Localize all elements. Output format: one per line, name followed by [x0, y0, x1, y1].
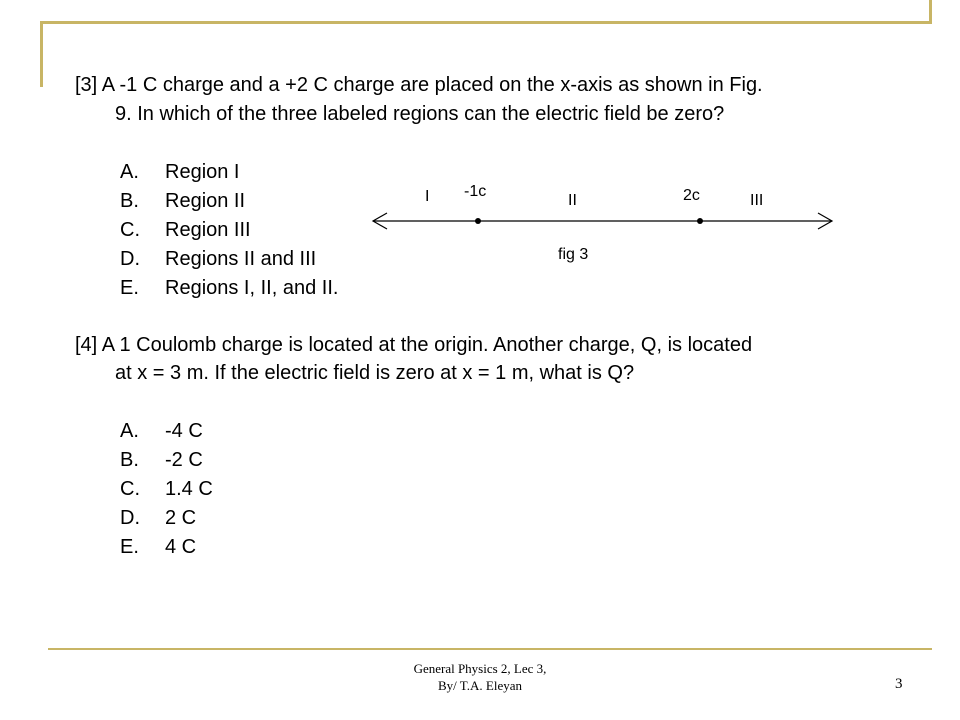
- option-text: Regions II and III: [165, 248, 317, 270]
- option-letter: D.: [120, 507, 140, 529]
- q4-option-d: [120, 505, 196, 531]
- option-text: Region III: [165, 219, 251, 241]
- fig-3-diagram: [365, 178, 845, 273]
- q4-option-c: [120, 476, 213, 502]
- page-number: 3: [895, 676, 903, 692]
- q3-option-b: [120, 188, 245, 214]
- region-2-label: II: [568, 192, 577, 209]
- q3-text-line1: [3] A -1 C charge and a +2 C charge are placed on the x-axis as shown in Fig.: [75, 74, 763, 96]
- q4-option-a: [120, 418, 203, 444]
- option-letter: B.: [120, 190, 139, 212]
- q4-text-line2: at x = 3 m. If the electric field is zero at x = 1 m, what is Q?: [115, 362, 635, 384]
- region-3-label: III: [750, 192, 764, 209]
- option-text: Region II: [165, 190, 246, 212]
- option-letter: A.: [120, 161, 139, 183]
- option-text: Region I: [165, 161, 240, 183]
- q3-text-line2: 9. In which of the three labeled regions can the electric field be zero?: [115, 103, 725, 125]
- number-line-svg: [365, 178, 845, 273]
- option-text: 2 C: [165, 507, 197, 529]
- q4-option-e: [120, 534, 196, 560]
- footer-line-1: General Physics 2, Lec 3,: [413, 661, 547, 676]
- option-letter: D.: [120, 248, 140, 270]
- option-text: 1.4 C: [165, 478, 213, 500]
- option-letter: A.: [120, 420, 139, 442]
- option-text: Regions I, II, and II.: [165, 277, 339, 299]
- q3-option-e: [120, 275, 338, 301]
- option-text: 4 C: [165, 536, 197, 558]
- footer-divider: [48, 648, 932, 650]
- q4-option-b: [120, 447, 203, 473]
- frame-right-border: [929, 0, 932, 24]
- option-text: -2 C: [165, 449, 203, 471]
- option-letter: C.: [120, 478, 140, 500]
- q3-option-d: [120, 246, 316, 272]
- charge-1-dot: [475, 218, 481, 224]
- option-letter: C.: [120, 219, 140, 241]
- charge-2-dot: [697, 218, 703, 224]
- footer-line-2: By/ T.A. Eleyan: [437, 678, 522, 693]
- option-letter: E.: [120, 536, 139, 558]
- figure-caption: fig 3: [558, 246, 589, 263]
- q3-option-c: [120, 217, 251, 243]
- q4-text-line1: [4] A 1 Coulomb charge is located at the origin. Another charge, Q, is located: [75, 334, 753, 356]
- q3-option-a: [120, 159, 240, 185]
- charge-1-label: -1c: [464, 183, 487, 200]
- frame-top-border: [40, 21, 932, 24]
- option-text: -4 C: [165, 420, 203, 442]
- frame-left-border: [40, 21, 43, 87]
- region-1-label: I: [425, 188, 430, 205]
- option-letter: E.: [120, 277, 139, 299]
- slide-footer: [330, 660, 630, 694]
- option-letter: B.: [120, 449, 139, 471]
- charge-2-label: 2c: [683, 187, 700, 204]
